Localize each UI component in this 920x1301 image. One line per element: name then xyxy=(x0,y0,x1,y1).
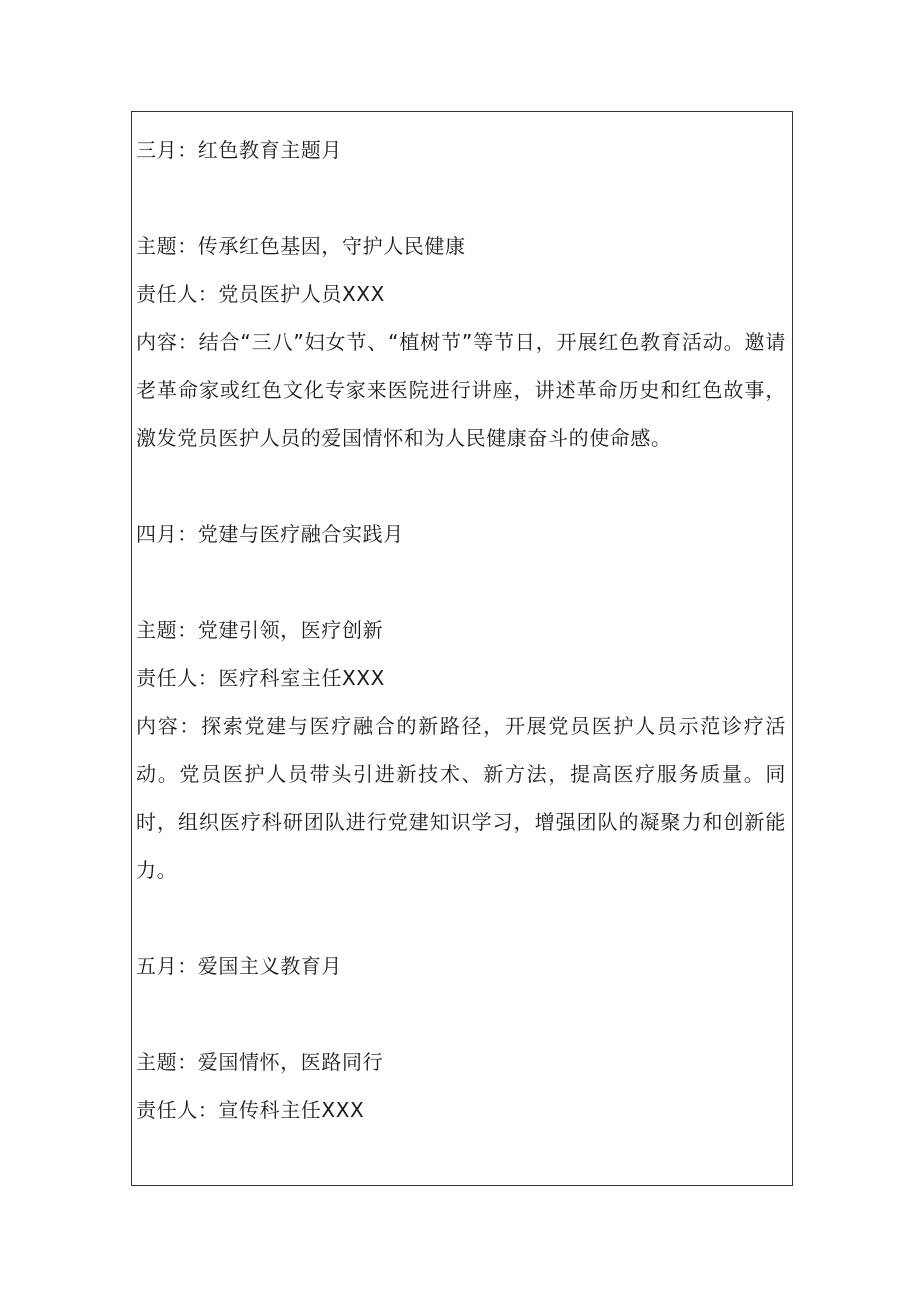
section-content-april: 内容：探索党建与医疗融合的新路径，开展党员医护人员示范诊疗活动。党员医护人员带头引进新技术、新方法，提高医疗服务质量。同时，组织医疗科研团队进行党建知识学习，增强团队的凝聚力和创新能力。 xyxy=(136,714,786,882)
section-theme-april: 主题：党建引领，医疗创新 xyxy=(136,618,384,642)
section-owner-april: 责任人：医疗科室主任XXX xyxy=(136,666,385,690)
section-heading-april: 四月：党建与医疗融合实践月 xyxy=(136,522,404,546)
section-heading-march: 三月：红色教育主题月 xyxy=(136,138,342,162)
spacer xyxy=(136,174,786,222)
section-theme-may: 主题：爱国情怀，医路同行 xyxy=(136,1050,384,1074)
spacer xyxy=(136,462,786,510)
section-owner-march: 责任人：党员医护人员XXX xyxy=(136,282,385,306)
document-table-cell xyxy=(131,111,793,1186)
section-owner-may: 责任人：宣传科主任XXX xyxy=(136,1098,365,1122)
section-heading-may: 五月：爱国主义教育月 xyxy=(136,954,342,978)
section-theme-march: 主题：传承红色基因，守护人民健康 xyxy=(136,234,466,258)
spacer xyxy=(136,894,786,942)
document-body xyxy=(136,126,786,1134)
spacer xyxy=(136,558,786,606)
spacer xyxy=(136,990,786,1038)
section-content-march: 内容：结合“三八”妇女节、“植树节”等节日，开展红色教育活动。邀请老革命家或红色文化专家来医院进行讲座，讲述革命历史和红色故事，激发党员医护人员的爱国情怀和为人民健康奋斗的使命感。 xyxy=(136,330,786,450)
